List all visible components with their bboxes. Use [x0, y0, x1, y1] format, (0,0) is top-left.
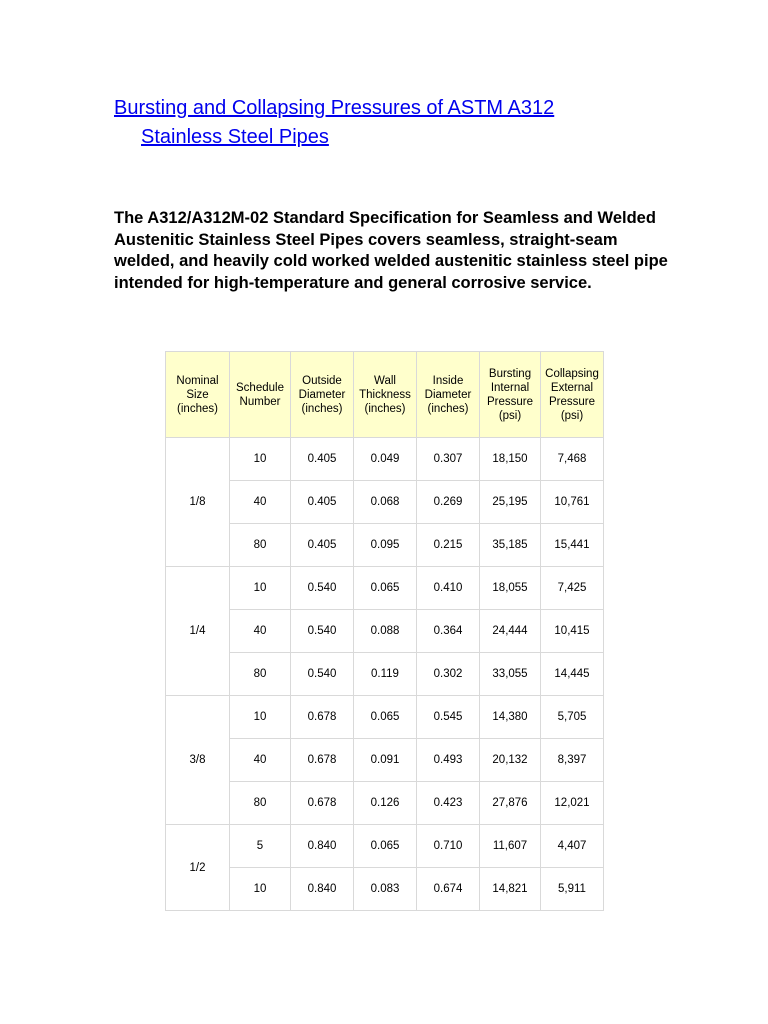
table-row — [166, 653, 604, 696]
collapsing-pressure-cell: 10,415 — [541, 610, 604, 653]
header-text: (inches) — [301, 402, 343, 415]
bursting-pressure-cell: 20,132 — [480, 739, 541, 782]
collapsing-pressure-cell: 7,468 — [541, 438, 604, 481]
table-row — [166, 481, 604, 524]
collapsing-pressure-cell: 4,407 — [541, 825, 604, 868]
bursting-pressure-cell: 18,150 — [480, 438, 541, 481]
collapsing-pressure-cell: 15,441 — [541, 524, 604, 567]
bursting-pressure-cell: 18,055 — [480, 567, 541, 610]
bursting-pressure-cell: 35,185 — [480, 524, 541, 567]
nominal-size-header — [166, 352, 230, 438]
bursting-pressure-cell: 24,444 — [480, 610, 541, 653]
inside-diameter-header — [417, 352, 480, 438]
wall-thickness-cell: 0.091 — [354, 739, 417, 782]
table-row — [166, 825, 604, 868]
wall-thickness-cell: 0.049 — [354, 438, 417, 481]
wall-thickness-cell: 0.065 — [354, 696, 417, 739]
outside-diameter-cell: 0.540 — [291, 610, 354, 653]
collapsing-pressure-cell: 12,021 — [541, 782, 604, 825]
inside-diameter-cell: 0.364 — [417, 610, 480, 653]
intro-paragraph: The A312/A312M-02 Standard Specification for Seamless and Welded Austenitic Stainless Steel Pipes covers seamless, straight-seam welded, and heavily cold worked welded austenitic stainless steel pipe intended for high-temperature and general corrosive service. — [114, 209, 668, 292]
table-row — [166, 782, 604, 825]
schedule-cell: 40 — [230, 610, 291, 653]
inside-diameter-cell: 0.215 — [417, 524, 480, 567]
pressure-table — [165, 351, 604, 911]
wall-thickness-cell: 0.119 — [354, 653, 417, 696]
collapsing-pressure-cell: 8,397 — [541, 739, 604, 782]
header-text: Pressure — [548, 395, 596, 408]
header-text: Diameter — [298, 388, 346, 401]
nominal-size-cell: 1/2 — [166, 825, 230, 911]
bursting-pressure-header — [480, 352, 541, 438]
schedule-cell: 10 — [230, 868, 291, 911]
header-text: (inches) — [427, 402, 469, 415]
collapsing-pressure-cell: 5,705 — [541, 696, 604, 739]
header-text: (psi) — [498, 409, 522, 422]
outside-diameter-cell: 0.540 — [291, 567, 354, 610]
header-text: Size — [186, 388, 209, 401]
inside-diameter-cell: 0.493 — [417, 739, 480, 782]
title-line-1[interactable]: Bursting and Collapsing Pressures of ASTM A312 — [114, 97, 555, 119]
bursting-pressure-cell: 27,876 — [480, 782, 541, 825]
outside-diameter-cell: 0.840 — [291, 868, 354, 911]
outside-diameter-cell: 0.405 — [291, 481, 354, 524]
schedule-cell: 10 — [230, 567, 291, 610]
header-text: Schedule — [236, 381, 284, 394]
outside-diameter-cell: 0.678 — [291, 782, 354, 825]
schedule-cell: 10 — [230, 696, 291, 739]
header-text: (inches) — [364, 402, 406, 415]
table-row — [166, 739, 604, 782]
header-text: Bursting — [488, 367, 532, 380]
bursting-pressure-cell: 33,055 — [480, 653, 541, 696]
schedule-cell: 40 — [230, 481, 291, 524]
header-text: Inside — [432, 374, 464, 387]
bursting-pressure-cell: 25,195 — [480, 481, 541, 524]
outside-diameter-header — [291, 352, 354, 438]
title-line-2[interactable]: Stainless Steel Pipes — [141, 126, 329, 148]
table-body — [166, 438, 604, 911]
wall-thickness-cell: 0.065 — [354, 567, 417, 610]
outside-diameter-cell: 0.405 — [291, 438, 354, 481]
inside-diameter-cell: 0.307 — [417, 438, 480, 481]
inside-diameter-cell: 0.410 — [417, 567, 480, 610]
inside-diameter-cell: 0.710 — [417, 825, 480, 868]
header-text: Nominal — [176, 374, 219, 387]
schedule-cell: 80 — [230, 782, 291, 825]
table-row — [166, 696, 604, 739]
header-text: (inches) — [177, 402, 218, 415]
collapsing-pressure-cell: 7,425 — [541, 567, 604, 610]
header-text: Thickness — [359, 388, 411, 401]
bursting-pressure-cell: 11,607 — [480, 825, 541, 868]
nominal-size-cell: 1/8 — [166, 438, 230, 567]
inside-diameter-cell: 0.674 — [417, 868, 480, 911]
schedule-cell: 5 — [230, 825, 291, 868]
table-row — [166, 524, 604, 567]
header-text: Internal — [490, 381, 530, 394]
table-row — [166, 438, 604, 481]
table-row — [166, 610, 604, 653]
nominal-size-cell: 3/8 — [166, 696, 230, 825]
wall-thickness-cell: 0.083 — [354, 868, 417, 911]
inside-diameter-cell: 0.423 — [417, 782, 480, 825]
collapsing-pressure-cell: 14,445 — [541, 653, 604, 696]
header-text: Wall — [374, 374, 396, 387]
inside-diameter-cell: 0.269 — [417, 481, 480, 524]
table-header-row — [166, 352, 604, 438]
bursting-pressure-cell: 14,380 — [480, 696, 541, 739]
bursting-pressure-cell: 14,821 — [480, 868, 541, 911]
outside-diameter-cell: 0.840 — [291, 825, 354, 868]
header-text: Outside — [302, 374, 342, 387]
inside-diameter-cell: 0.545 — [417, 696, 480, 739]
collapsing-pressure-cell: 5,911 — [541, 868, 604, 911]
inside-diameter-cell: 0.302 — [417, 653, 480, 696]
outside-diameter-cell: 0.678 — [291, 696, 354, 739]
schedule-number-header — [230, 352, 291, 438]
header-text: Diameter — [424, 388, 472, 401]
wall-thickness-cell: 0.068 — [354, 481, 417, 524]
schedule-cell: 40 — [230, 739, 291, 782]
outside-diameter-cell: 0.540 — [291, 653, 354, 696]
page-title-link[interactable] — [114, 94, 714, 152]
wall-thickness-cell: 0.088 — [354, 610, 417, 653]
schedule-cell: 10 — [230, 438, 291, 481]
header-text: Pressure — [486, 395, 534, 408]
schedule-cell: 80 — [230, 653, 291, 696]
outside-diameter-cell: 0.678 — [291, 739, 354, 782]
wall-thickness-cell: 0.095 — [354, 524, 417, 567]
header-text: Number — [239, 395, 281, 408]
table-row — [166, 567, 604, 610]
wall-thickness-header — [354, 352, 417, 438]
schedule-cell: 80 — [230, 524, 291, 567]
table-row — [166, 868, 604, 911]
wall-thickness-cell: 0.126 — [354, 782, 417, 825]
nominal-size-cell: 1/4 — [166, 567, 230, 696]
collapsing-pressure-header — [541, 352, 604, 438]
header-text: External — [550, 381, 594, 394]
wall-thickness-cell: 0.065 — [354, 825, 417, 868]
header-text: (psi) — [560, 409, 584, 422]
header-text: Collapsing — [545, 367, 599, 380]
collapsing-pressure-cell: 10,761 — [541, 481, 604, 524]
outside-diameter-cell: 0.405 — [291, 524, 354, 567]
